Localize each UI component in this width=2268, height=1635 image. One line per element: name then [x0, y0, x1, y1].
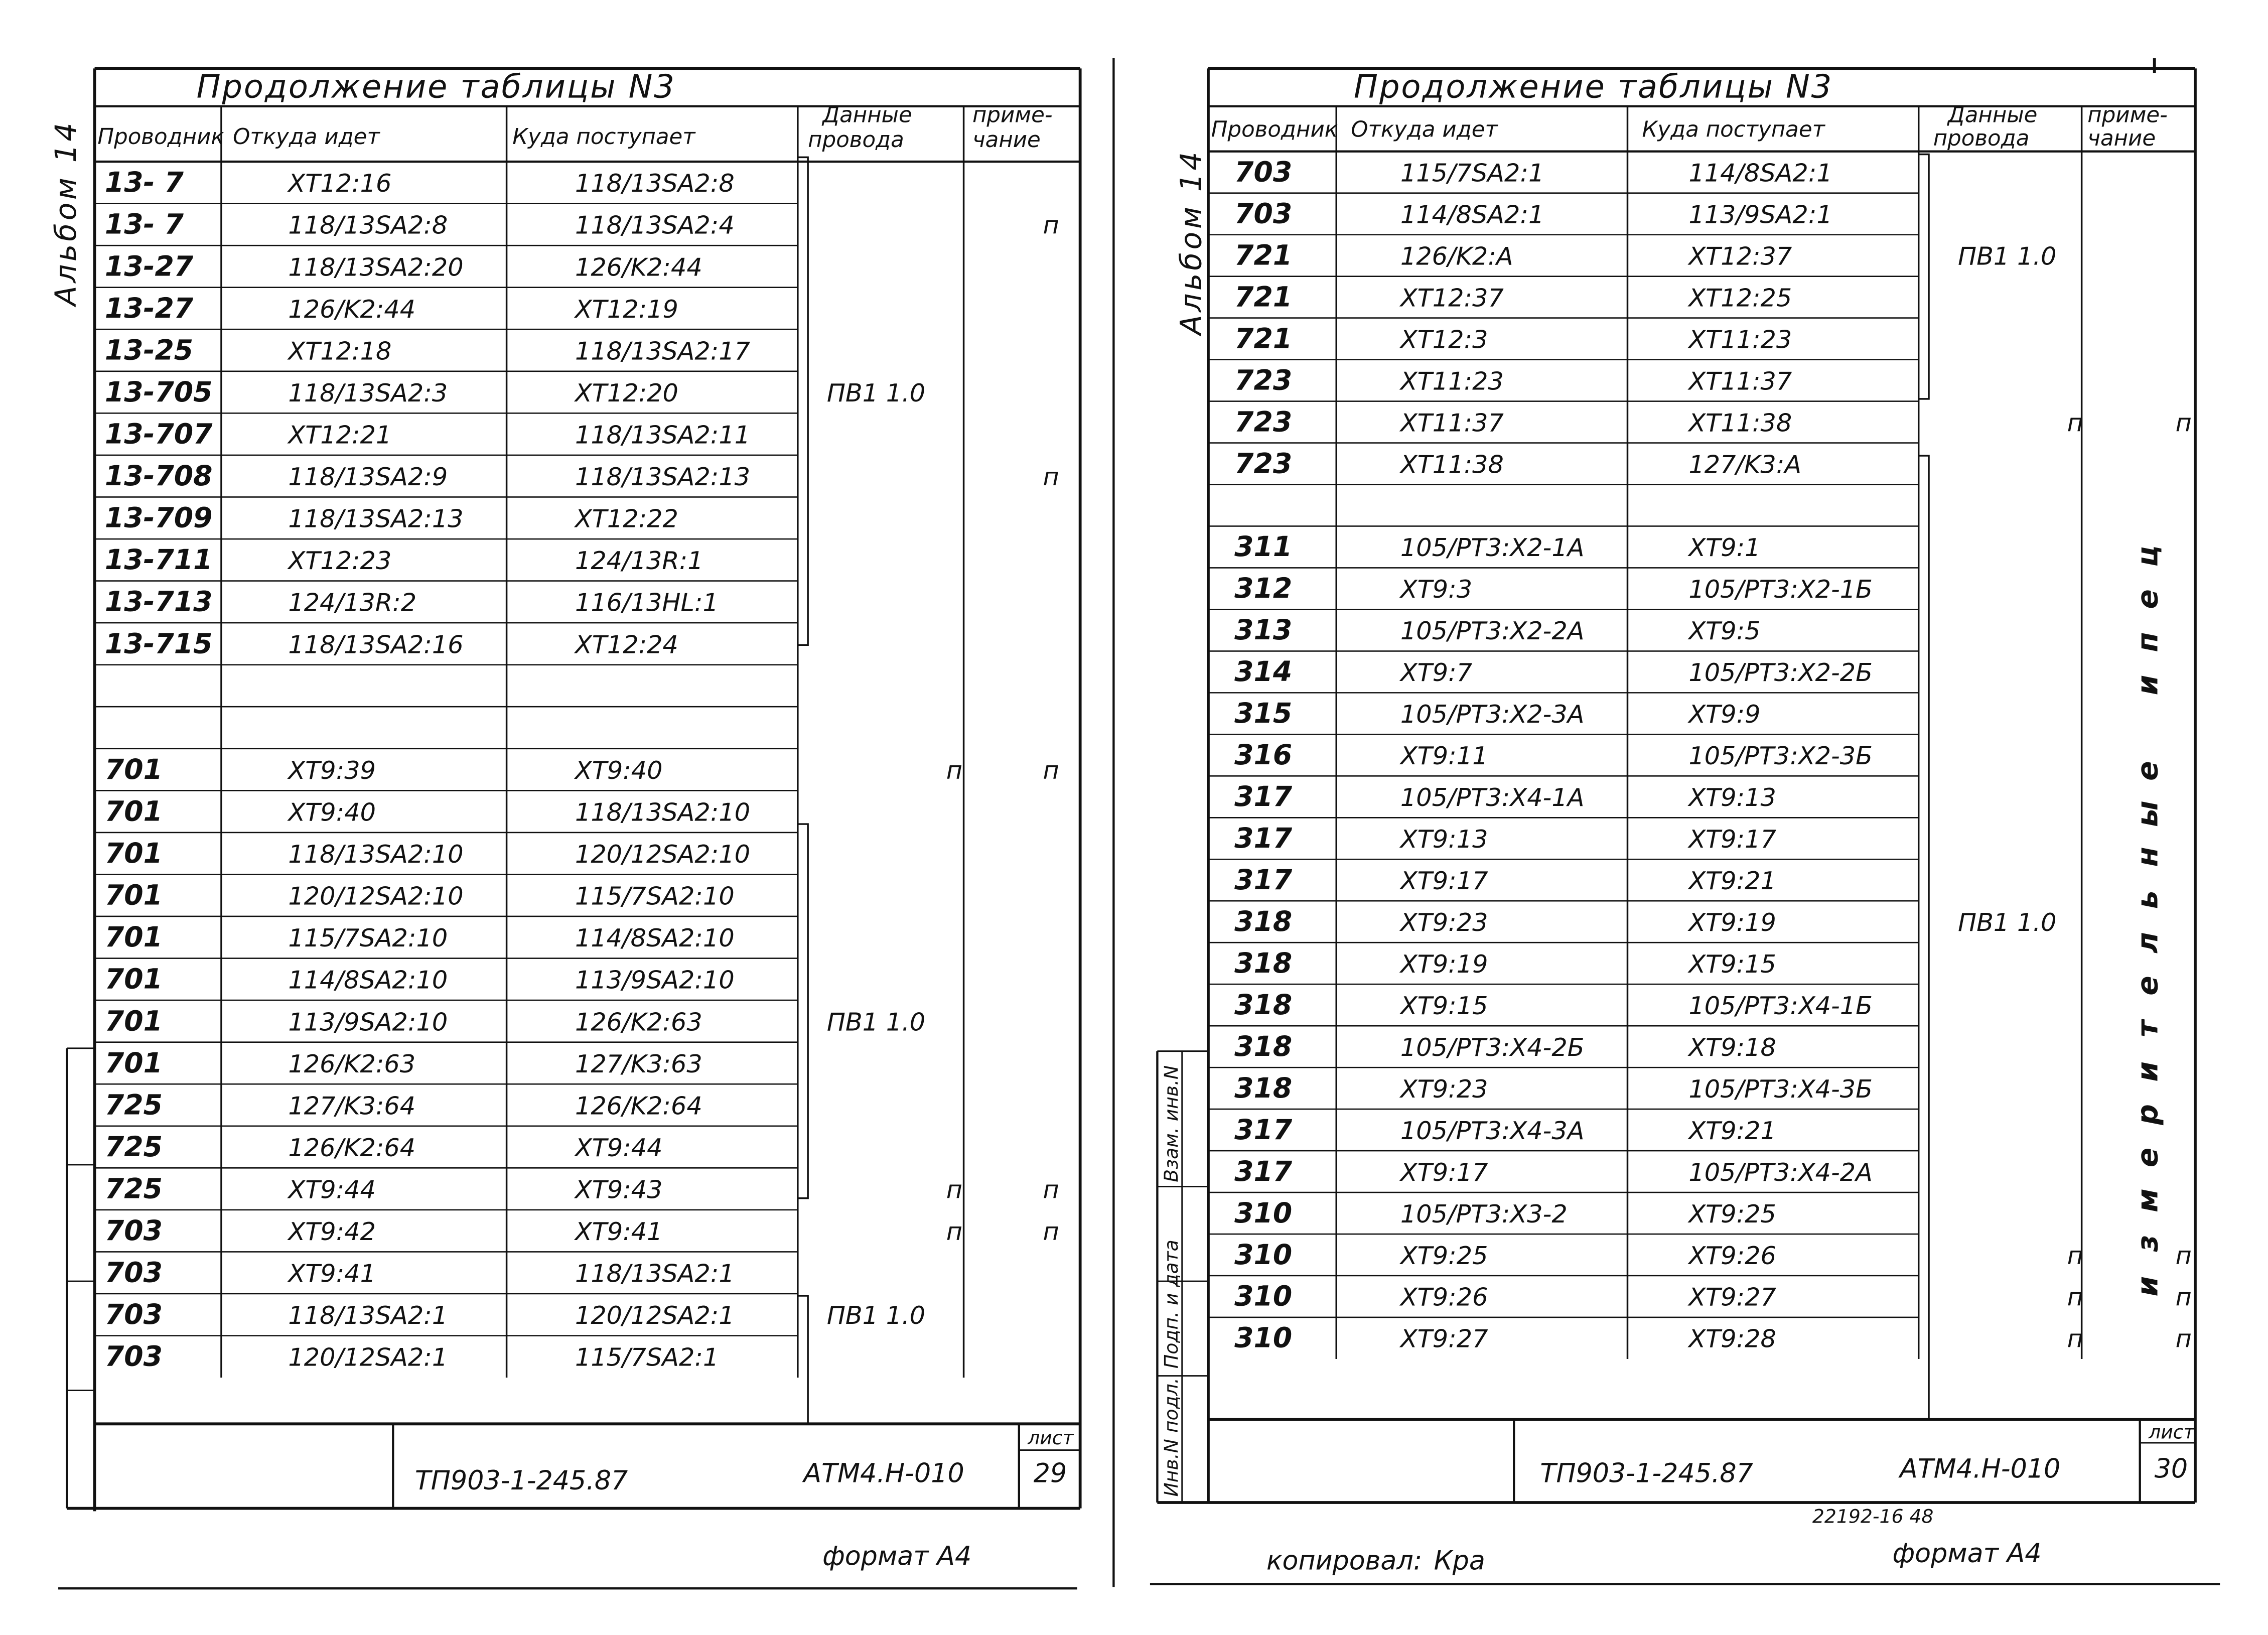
right-note-cell: п [2175, 408, 2192, 438]
left-to-cell: 116/13HL:1 [575, 588, 719, 617]
right-data-cell: ПВ1 1.0 [1958, 907, 2057, 937]
table-content [105, 156, 2192, 1372]
right-from-cell: XT11:37 [1400, 408, 1504, 438]
right-note-cell: п [2175, 1324, 2192, 1353]
left-wire-cell: 701 [104, 879, 163, 911]
left-header-note-2: чание [972, 127, 1041, 153]
left-wire-cell: 703 [104, 1298, 163, 1331]
left-wire-cell: 13-27 [104, 250, 194, 283]
right-from-cell: 114/8SA2:1 [1400, 200, 1544, 229]
left-wire-cell: 13-25 [104, 334, 194, 366]
right-to-cell: XT9:28 [1688, 1324, 1776, 1353]
left-wire-cell: 701 [104, 837, 163, 870]
right-wire-cell: 315 [1234, 697, 1293, 730]
right-header-data-1: Данные [1947, 102, 2038, 128]
left-note-cell: п [1043, 1175, 1059, 1204]
circuit-note-letter: е [2130, 761, 2165, 781]
left-wire-cell: 725 [104, 1172, 163, 1205]
left-from-cell: 118/13SA2:20 [288, 252, 464, 282]
right-from-cell: XT9:27 [1400, 1324, 1488, 1353]
circuit-note-letter: и [2130, 1276, 2165, 1297]
right-wire-cell: 703 [1234, 156, 1293, 188]
right-from-cell: 105/PT3:X4-3A [1400, 1116, 1585, 1145]
right-from-cell: XT12:37 [1400, 283, 1504, 313]
right-wire-cell: 318 [1234, 1071, 1293, 1104]
left-to-cell: 115/7SA2:1 [575, 1342, 719, 1372]
right-to-cell: XT11:37 [1688, 366, 1792, 396]
copied-label: копировал: [1266, 1546, 1423, 1576]
left-wire-cell: 701 [104, 963, 163, 995]
left-to-cell: XT12:22 [575, 504, 678, 533]
circuit-note-letter: е [2130, 589, 2165, 609]
left-to-cell: 126/K2:64 [575, 1091, 702, 1121]
left-to-cell: 118/13SA2:11 [575, 420, 751, 450]
left-to-cell: 126/K2:44 [575, 252, 702, 282]
left-data-cell: п [946, 1175, 962, 1204]
stamp-sign-label: Подп. и дата [1160, 1240, 1183, 1369]
right-to-cell: XT12:25 [1688, 283, 1792, 313]
circuit-note-letter: ц [2130, 545, 2165, 567]
right-wire-cell: 314 [1234, 655, 1293, 688]
copied-signature: Кра [1434, 1546, 1485, 1576]
left-from-cell: 126/K2:63 [288, 1049, 416, 1078]
right-wire-cell: 703 [1234, 197, 1293, 230]
right-to-cell: 105/PT3:X4-3Б [1688, 1074, 1873, 1104]
right-data-cell: ПВ1 1.0 [1958, 241, 2057, 271]
right-header-conductor: Проводник [1211, 117, 1338, 143]
left-wire-cell: 13-707 [104, 418, 213, 450]
left-to-cell: 118/13SA2:13 [575, 462, 751, 492]
left-wire-cell: 13-709 [104, 501, 213, 534]
right-to-cell: XT9:26 [1688, 1241, 1776, 1270]
left-data-cell: ПВ1 1.0 [826, 378, 926, 407]
circuit-note-letter: ы [2130, 800, 2165, 827]
left-note-cell: п [1043, 755, 1059, 785]
stamp-inv-label: Инв.N подл. [1160, 1378, 1183, 1497]
right-header-from: Откуда идет [1351, 117, 1498, 143]
right-to-cell: 105/PT3:X2-2Б [1688, 658, 1873, 688]
left-from-cell: 118/13SA2:3 [288, 378, 448, 407]
left-wire-cell: 13-708 [104, 460, 213, 492]
left-header-data-1: Данные [822, 102, 912, 128]
right-from-cell: 105/PT3:X4-2Б [1400, 1032, 1585, 1062]
stamp-replace-label: Взам. инв.N [1160, 1065, 1183, 1182]
left-from-cell: 118/13SA2:8 [288, 210, 448, 240]
right-from-cell: XT9:7 [1400, 658, 1473, 688]
left-to-cell: 118/13SA2:17 [575, 336, 751, 366]
left-from-cell: 115/7SA2:10 [288, 923, 448, 953]
circuit-note-letter: р [2130, 1104, 2165, 1125]
right-from-cell: XT9:26 [1400, 1282, 1488, 1312]
right-note-cell: п [2175, 1241, 2192, 1270]
right-to-cell: XT9:13 [1688, 783, 1776, 812]
right-from-cell: XT9:23 [1400, 907, 1488, 937]
left-wire-cell: 13-705 [104, 375, 213, 408]
left-header-to: Куда поступает [512, 124, 695, 150]
circuit-note-letter: е [2130, 976, 2165, 996]
left-header-data-2: провода [808, 127, 904, 153]
right-from-cell: 115/7SA2:1 [1400, 158, 1544, 188]
left-from-cell: XT12:18 [288, 336, 392, 366]
left-from-cell: XT12:21 [288, 420, 392, 450]
right-from-cell: XT9:15 [1400, 991, 1488, 1020]
right-wire-cell: 721 [1234, 239, 1293, 271]
circuit-note-letter: т [2130, 1020, 2165, 1037]
right-from-cell: 105/PT3:X3-2 [1400, 1199, 1568, 1229]
right-from-cell: XT9:17 [1400, 866, 1488, 896]
right-to-cell: XT9:19 [1688, 907, 1776, 937]
left-from-cell: 118/13SA2:13 [288, 504, 464, 533]
circuit-note-letter: п [2130, 632, 2165, 652]
right-to-cell: 105/PT3:X4-2A [1688, 1157, 1873, 1187]
left-from-cell: 114/8SA2:10 [288, 965, 448, 995]
circuit-note-letter: и [2130, 1061, 2165, 1082]
left-wire-cell: 13- 7 [104, 166, 184, 199]
right-to-cell: XT9:27 [1688, 1282, 1776, 1312]
right-data-cell: п [2067, 1282, 2083, 1312]
left-from-cell: 118/13SA2:9 [288, 462, 448, 492]
left-data-cell: ПВ1 1.0 [826, 1007, 926, 1037]
right-from-cell: 126/K2:A [1400, 241, 1513, 271]
right-doc-code: ТП903-1-245.87 [1540, 1458, 1753, 1489]
left-sheet-number: 29 [1033, 1458, 1067, 1489]
left-wire-cell: 725 [104, 1088, 163, 1121]
right-data-cell: п [2067, 1324, 2083, 1353]
right-from-cell: XT9:19 [1400, 949, 1488, 979]
left-side-label: Альбом 14 [48, 119, 83, 306]
circuit-note-letter: е [2130, 1147, 2165, 1168]
left-data-cell: ПВ1 1.0 [826, 1301, 926, 1330]
left-to-cell: 115/7SA2:10 [575, 881, 735, 911]
left-wire-cell: 703 [104, 1214, 163, 1247]
right-from-cell: XT12:3 [1400, 325, 1488, 354]
circuit-note-letter: и [2130, 674, 2165, 696]
left-wire-cell: 701 [104, 795, 163, 828]
left-to-cell: 118/13SA2:8 [575, 169, 735, 198]
right-to-cell: 105/PT3:X4-1Б [1688, 991, 1873, 1020]
left-wire-cell: 13-711 [104, 543, 213, 576]
left-to-cell: XT12:20 [575, 378, 678, 407]
left-wire-cell: 703 [104, 1256, 163, 1289]
left-from-cell: XT9:42 [288, 1217, 376, 1247]
right-to-cell: XT9:17 [1688, 825, 1776, 854]
right-from-cell: 105/PT3:X4-1A [1400, 783, 1585, 812]
right-note-cell: п [2175, 1282, 2192, 1312]
left-to-cell: 120/12SA2:10 [575, 840, 751, 869]
right-from-cell: XT9:25 [1400, 1241, 1488, 1270]
left-from-cell: XT9:41 [288, 1259, 376, 1288]
right-wire-cell: 723 [1234, 405, 1293, 438]
right-wire-cell: 318 [1234, 988, 1293, 1021]
left-wire-cell: 701 [104, 921, 163, 953]
left-from-cell: 120/12SA2:10 [288, 881, 464, 911]
right-from-cell: XT9:17 [1400, 1157, 1488, 1187]
left-from-cell: 126/K2:64 [288, 1133, 416, 1162]
right-wire-cell: 313 [1234, 614, 1293, 646]
left-data-cell: п [946, 755, 962, 785]
left-to-cell: 118/13SA2:10 [575, 797, 751, 827]
right-to-cell: XT9:25 [1688, 1199, 1776, 1229]
left-from-cell: 118/13SA2:10 [288, 840, 464, 869]
right-to-cell: XT9:9 [1688, 700, 1761, 729]
right-from-cell: 105/PT3:X2-2A [1400, 616, 1585, 646]
left-from-cell: XT12:16 [288, 169, 392, 198]
left-to-cell: XT9:44 [575, 1133, 663, 1162]
right-to-cell: XT9:15 [1688, 949, 1776, 979]
right-format: формат А4 [1892, 1538, 2042, 1569]
left-to-cell: 118/13SA2:1 [575, 1259, 735, 1288]
left-from-cell: 118/13SA2:1 [288, 1301, 448, 1330]
left-from-cell: 113/9SA2:10 [288, 1007, 448, 1037]
right-wire-cell: 316 [1234, 739, 1293, 771]
left-from-cell: 127/K3:64 [288, 1091, 416, 1121]
left-sheet-label: лист [1028, 1426, 1074, 1449]
left-from-cell: XT9:39 [288, 755, 376, 785]
left-to-cell: XT9:43 [575, 1175, 663, 1204]
left-wire-cell: 701 [104, 753, 163, 785]
right-from-cell: XT9:11 [1400, 741, 1488, 771]
left-wire-cell: 701 [104, 1005, 163, 1037]
left-note-cell: п [1043, 462, 1059, 492]
left-to-cell: 114/8SA2:10 [575, 923, 735, 953]
right-wire-cell: 318 [1234, 1030, 1293, 1062]
left-to-cell: XT12:19 [575, 294, 678, 324]
circuit-note-letter: н [2130, 847, 2165, 867]
left-to-cell: 127/K3:63 [575, 1049, 702, 1078]
left-header-from: Откуда идет [233, 124, 380, 150]
right-doc-mark: АТМ4.Н-010 [1900, 1454, 2061, 1484]
left-doc-code: ТП903-1-245.87 [414, 1465, 628, 1496]
right-title: Продолжение таблицы N3 [1354, 68, 1833, 106]
left-from-cell: 124/13R:2 [288, 588, 417, 617]
right-wire-cell: 318 [1234, 905, 1293, 937]
left-to-cell: XT9:40 [575, 755, 663, 785]
right-wire-cell: 721 [1234, 322, 1293, 355]
left-wire-cell: 13-27 [104, 292, 194, 324]
right-from-cell: 105/PT3:X2-1A [1400, 533, 1585, 563]
left-to-cell: 118/13SA2:4 [575, 210, 735, 240]
left-to-cell: XT9:41 [575, 1217, 663, 1247]
right-to-cell: XT9:21 [1688, 866, 1776, 896]
right-header-note-1: приме- [2087, 102, 2168, 128]
right-from-cell: XT11:38 [1400, 450, 1504, 479]
left-header-conductor: Проводник [97, 124, 224, 150]
right-header-to: Куда поступает [1642, 117, 1825, 143]
left-wire-cell: 725 [104, 1130, 163, 1163]
left-to-cell: 120/12SA2:1 [575, 1301, 735, 1330]
circuit-note-letter: ь [2130, 890, 2165, 909]
right-wire-cell: 310 [1234, 1280, 1293, 1312]
left-wire-cell: 13-713 [104, 585, 213, 618]
right-wire-cell: 317 [1234, 1113, 1293, 1146]
right-from-cell: XT11:23 [1400, 366, 1504, 396]
circuit-note-letter: м [2130, 1188, 2165, 1212]
right-to-cell: 105/PT3:X2-3Б [1688, 741, 1873, 771]
left-note-cell: п [1043, 210, 1059, 240]
left-format: формат А4 [822, 1541, 972, 1572]
left-from-cell: XT12:23 [288, 546, 392, 576]
left-title: Продолжение таблицы N3 [196, 68, 676, 106]
right-wire-cell: 317 [1234, 864, 1293, 896]
right-to-cell: XT9:21 [1688, 1116, 1776, 1145]
left-wire-cell: 701 [104, 1046, 163, 1079]
right-to-cell: XT9:1 [1688, 533, 1761, 563]
left-note-cell: п [1043, 1217, 1059, 1247]
right-data-cell: п [2067, 408, 2083, 438]
right-sheet-number: 30 [2154, 1454, 2188, 1484]
right-from-cell: 105/PT3:X2-3A [1400, 700, 1585, 729]
right-header-data-2: провода [1933, 126, 2030, 152]
right-wire-cell: 721 [1234, 281, 1293, 313]
right-sheet-label: лист [2149, 1421, 2195, 1443]
right-to-cell: XT11:23 [1688, 325, 1792, 354]
right-to-cell: XT12:37 [1688, 241, 1792, 271]
right-order-number: 22192-16 48 [1812, 1505, 1934, 1528]
right-wire-cell: 317 [1234, 780, 1293, 813]
right-from-cell: XT9:3 [1400, 575, 1473, 604]
right-wire-cell: 312 [1234, 572, 1293, 605]
left-from-cell: 118/13SA2:16 [288, 630, 464, 659]
right-wire-cell: 310 [1234, 1238, 1293, 1271]
right-wire-cell: 318 [1234, 946, 1293, 979]
right-from-cell: XT9:23 [1400, 1074, 1488, 1104]
right-to-cell: XT9:18 [1688, 1032, 1776, 1062]
right-wire-cell: 723 [1234, 447, 1293, 480]
right-wire-cell: 310 [1234, 1196, 1293, 1229]
circuit-note-letter: з [2130, 1235, 2165, 1252]
left-wire-cell: 703 [104, 1340, 163, 1373]
left-header-note-1: приме- [972, 102, 1053, 128]
right-data-cell: п [2067, 1241, 2083, 1270]
left-to-cell: 126/K2:63 [575, 1007, 702, 1037]
right-to-cell: 113/9SA2:1 [1688, 200, 1832, 229]
left-from-cell: 126/K2:44 [288, 294, 416, 324]
left-to-cell: 113/9SA2:10 [575, 965, 735, 995]
left-to-cell: 124/13R:1 [575, 546, 703, 576]
right-header-note-2: чание [2087, 126, 2156, 152]
left-data-cell: п [946, 1217, 962, 1247]
right-wire-cell: 310 [1234, 1321, 1293, 1354]
right-to-cell: 114/8SA2:1 [1688, 158, 1832, 188]
right-from-cell: XT9:13 [1400, 825, 1488, 854]
left-from-cell: XT9:44 [288, 1175, 376, 1204]
right-to-cell: 127/K3:A [1688, 450, 1802, 479]
circuit-note-letter: л [2130, 932, 2165, 953]
left-to-cell: XT12:24 [575, 630, 678, 659]
left-doc-mark: АТМ4.Н-010 [803, 1458, 964, 1489]
left-wire-cell: 13- 7 [104, 208, 184, 240]
right-to-cell: XT9:5 [1688, 616, 1761, 646]
left-from-cell: XT9:40 [288, 797, 376, 827]
right-wire-cell: 723 [1234, 364, 1293, 396]
left-wire-cell: 13-715 [104, 627, 213, 660]
right-to-cell: XT11:38 [1688, 408, 1792, 438]
right-side-label: Альбом 14 [1174, 149, 1208, 335]
right-wire-cell: 317 [1234, 1155, 1293, 1187]
right-wire-cell: 317 [1234, 822, 1293, 855]
right-wire-cell: 311 [1234, 530, 1293, 563]
left-from-cell: 120/12SA2:1 [288, 1342, 448, 1372]
right-to-cell: 105/PT3:X2-1Б [1688, 575, 1873, 604]
